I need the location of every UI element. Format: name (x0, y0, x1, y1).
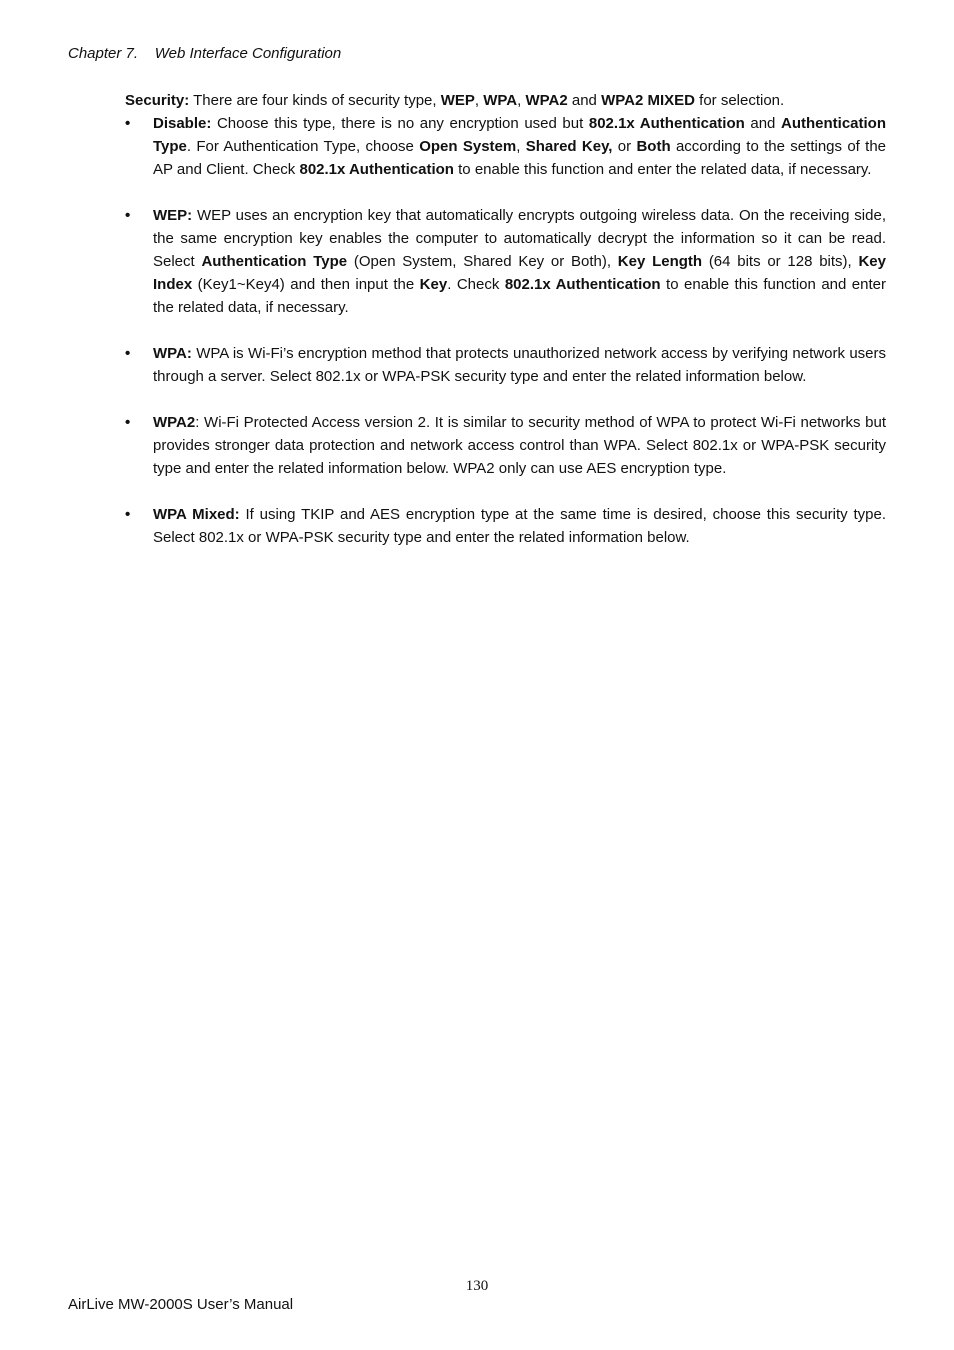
text: Choose this type, there is no any encryption used but (211, 115, 589, 132)
footer-manual-title: AirLive MW-2000S User’s Manual (68, 1296, 294, 1313)
list-item-wep (125, 204, 886, 319)
text: . Check (447, 276, 505, 293)
intro-wep: WEP (440, 92, 475, 109)
page-number: 130 (465, 1278, 489, 1294)
bold-term: Authentication Type (153, 115, 886, 155)
bullet-icon: • (125, 115, 131, 132)
bold-term: Key (419, 276, 448, 293)
chapter-header: Chapter 7. Web Interface Configuration (68, 45, 342, 62)
bullet-icon: • (125, 414, 131, 431)
text: (Open System, Shared Key or Both), (347, 253, 618, 270)
text: or (612, 138, 637, 155)
intro-sep: , (517, 92, 526, 109)
text: and (744, 115, 781, 132)
bold-term: Shared Key, (525, 138, 613, 155)
bullet-icon: • (125, 506, 131, 523)
security-type-list (125, 112, 886, 549)
bullet-icon: • (125, 345, 131, 362)
intro-wpa2: WPA2 (525, 92, 568, 109)
bullet-text (153, 342, 886, 388)
intro-wpa2-mixed: WPA2 MIXED (601, 92, 695, 109)
document-body (125, 89, 886, 572)
bold-term: Key Length (617, 253, 703, 270)
bullet-text (153, 112, 886, 181)
text: to enable this function and enter the related data, if necessary. (153, 276, 886, 316)
bold-term: Open System (419, 138, 517, 155)
bold-term: 802.1x Authentication (504, 276, 661, 293)
item-label: Disable: (153, 115, 212, 132)
list-item-wpa-mixed (125, 503, 886, 549)
item-label: WPA Mixed: (153, 506, 240, 523)
text: to enable this function and enter the related data, if necessary. (453, 161, 872, 178)
item-label: WPA2 (153, 414, 196, 431)
list-item-wpa2 (125, 411, 886, 480)
text: according to the settings of the AP and Client. Check (153, 138, 887, 178)
intro-text: There are four kinds of security type, (189, 92, 441, 109)
bold-term: 802.1x Authentication (299, 161, 454, 178)
text: If using TKIP and AES encryption type at the same time is desired, choose this security type. Select 802.1x or WPA-PSK security type and enter the related information below. (153, 506, 887, 546)
bullet-text (153, 204, 886, 319)
intro-sep: and (567, 92, 602, 109)
item-label: WEP: (153, 207, 193, 224)
bold-term: Both (636, 138, 671, 155)
bold-term: Key Index (153, 253, 886, 293)
text: , (516, 138, 526, 155)
list-item-disable (125, 112, 886, 181)
item-label: WPA: (153, 345, 192, 362)
list-item-wpa (125, 342, 886, 388)
text: (Key1~Key4) and then input the (192, 276, 420, 293)
text: WPA is Wi-Fi’s encryption method that protects unauthorized network access by verifying network users through a server. Select 802.1x or WPA-PSK security type and enter the related information below. (153, 345, 886, 385)
intro-text: for selection. (694, 92, 785, 109)
text: (64 bits or 128 bits), (702, 253, 859, 270)
text: . For Authentication Type, choose (186, 138, 420, 155)
bullet-icon: • (125, 207, 131, 224)
bold-term: 802.1x Authentication (588, 115, 745, 132)
bold-term: Authentication Type (201, 253, 348, 270)
bullet-text (153, 411, 886, 480)
text: : Wi-Fi Protected Access version 2. It is similar to security method of WPA to protect Wi-Fi networks but provides stronger data protection and network access control than WPA. Select 802.1x or WPA-PSK security type and enter the related information below. WPA2 only can use AES encryption type. (153, 414, 886, 477)
text: WEP uses an encryption key that automatically encrypts outgoing wireless data. On the receiving side, the same encryption key enables the computer to automatically decrypt the information so it can be read. Select (153, 207, 886, 270)
intro-sep: , (474, 92, 484, 109)
bullet-text (153, 503, 886, 549)
intro-wpa: WPA (483, 92, 518, 109)
security-label: Security: (125, 92, 190, 109)
security-intro (125, 89, 886, 112)
